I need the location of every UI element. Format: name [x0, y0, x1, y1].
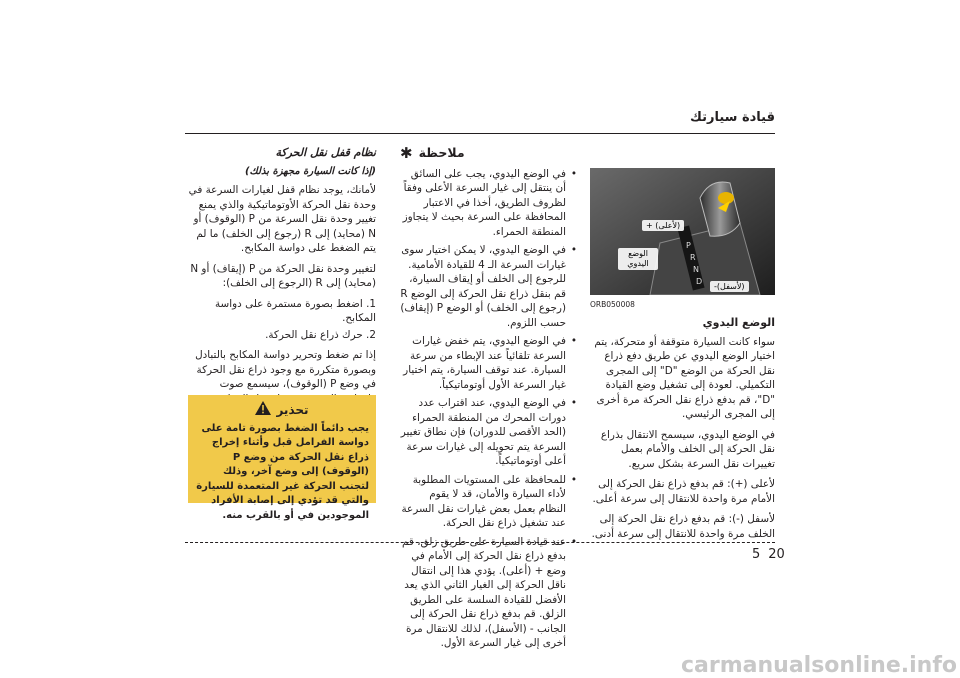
watermark: carmanualsonline.info [681, 653, 957, 678]
chapter-number: 5 [752, 547, 761, 562]
manual-mode-heading: الوضع اليدوي [702, 316, 775, 329]
shift-lock-step: 2. حرك ذراع نقل الحركة. [265, 328, 376, 341]
label-down: -(لأسفل) [710, 281, 749, 292]
footer-rule [185, 542, 775, 543]
shift-lever-illustration [590, 168, 775, 295]
star-icon: ✱ [400, 144, 413, 162]
gear-letter-p: P [686, 241, 691, 250]
manual-mode-paragraph: لأعلى (+): قم بدفع ذراع نقل الحركة إلى الأمام مرة واحدة للانتقال إلى سرعة أعلى. [592, 478, 775, 505]
note-item: • عند قيادة السيارة على طريق زلق، قم بدفع ذراع نقل الحركة إلى الأمام في وضع + (أعلى). يؤدي هذا إلى انتقال ناقل الحركة إلى الغيار الثاني الذي يعد الأفضل للقيادة السلسة على الطريق الزلق. قم بدفع ذراع نقل الحركة إلى الجانب - (الأسفل)، لذلك للانتقال مرة أخرى إلى غيار السرعة الأول. [400, 535, 566, 651]
header-rule [185, 133, 775, 134]
note-item: • في الوضع اليدوي، لا يمكن اختيار سوى غيارات السرعة الـ 4 للقيادة الأمامية. للرجوع إلى الخلف أو إيقاف السيارة، قم بنقل ذراع نقل الحركة إلى الوضع R (رجوع إلى الخلف) أو الوضع P (إيقاف) حسب اللزوم. [400, 243, 566, 330]
gear-letter-d: D [696, 277, 703, 286]
shift-lock-paragraph: لأمانك، يوجد نظام قفل لغيارات السرعة في وحدة نقل الحركة الأوتوماتيكية والذي يمنع تغيير وحدة نقل السرعة من P (الوقوف) أو N (محايد) إلى R (رجوع إلى الخلف) ما لم يتم الضغط على دواسة المكابح. [188, 184, 376, 254]
warning-text: يجب دائماً الضغط بصورة تامة على دواسة الفرامل قبل وأثناء إخراج ذراع نقل الحركة من وضع P (الوقوف) إلى وضع آخر، وذلك لتجنب الحركة غير المتعمدة للسيارة والتي قد تؤدي إلى إصابة الأفراد الموجودين في أو بالقرب منه. [196, 422, 369, 521]
page-number [752, 547, 785, 562]
note-item: • في الوضع اليدوي، يجب على السائق أن ينتقل إلى غيار السرعة الأعلى وفقاً لظروف الطريق، أخذا في الاعتبار المحافظة على السرعة بحيث لا يتجاوز المنطقة الحمراء. [400, 167, 566, 240]
warning-title: تحذير [276, 402, 309, 417]
note-heading [400, 146, 578, 161]
manual-mode-section [590, 316, 775, 547]
warning-box [188, 395, 376, 521]
label-manual-mode: الوضع اليدوي [618, 248, 658, 270]
note-item: • في الوضع اليدوي، عند اقتراب عدد دورات المحرك من المنطقة الحمراء (الحد الأقصى للدوران) فإن نطاق تغيير السرعة يتم تحويله إلى غيارات سرعة أعلى أوتوماتيكياً. [400, 396, 566, 469]
note-item: • في الوضع اليدوي، يتم خفض غيارات السرعة تلقائياً عند الإبطاء من سرعة السيارة. عند توقف السيارة، يتم اختيار غيار السرعة الأول أوتوماتيكياً. [400, 334, 566, 392]
note-section [400, 146, 578, 655]
header-title: قيادة سيارتك [689, 110, 775, 125]
warning-heading [195, 401, 369, 419]
gear-letter-r: R [690, 253, 696, 262]
manual-mode-paragraph: في الوضع اليدوي، سيسمح الانتقال بذراع نقل الحركة إلى الخلف والأمام بعمل تغييرات نقل السرعة بشكل سريع. [600, 428, 775, 470]
note-list [400, 167, 578, 651]
gear-letter-n: N [693, 265, 699, 274]
image-code: ORB050008 [590, 300, 635, 309]
warning-triangle-icon [255, 401, 271, 419]
note-title: ملاحظة [418, 145, 465, 160]
shift-lock-subheading: (إذا كانت السيارة مجهزة بذلك) [244, 165, 376, 177]
shift-lever-photo [590, 168, 775, 295]
note-item: • للمحافظة على المستويات المطلوبة لأداء السيارة والأمان، قد لا يقوم النظام بعمل بعض غيارات نقل السرعة عند تشغيل ذراع نقل الحركة. [400, 473, 566, 531]
shift-lock-heading: نظام قفل نقل الحركة [275, 146, 376, 159]
manual-mode-paragraph: سواء كانت السيارة متوقفة أو متحركة، يتم اختيار الوضع اليدوي عن طريق دفع ذراع نقل الحركة من الوضع "D" إلى المجرى التكميلي. لعودة إلى تشغيل وضع القيادة "D"، قم بدفع ذراع نقل الحركة مرة أخرى إلى المجرى الرئيسي. [594, 335, 775, 420]
page-number-value: 20 [768, 547, 785, 562]
shift-lock-step: 1. اضغط بصورة مستمرة على دواسة المكابح. [214, 297, 376, 324]
shift-lock-section [188, 146, 376, 427]
manual-mode-paragraph: لأسفل (-): قم بدفع ذراع نقل الحركة إلى الخلف مرة واحدة للانتقال إلى سرعة أدنى. [591, 513, 775, 540]
label-up: + (لأعلى) [642, 220, 684, 231]
shift-lock-paragraph: لتغيير وحدة نقل الحركة من P (إيقاف) أو N (محايد) إلى R (الرجوع إلى الخلف): [190, 262, 376, 289]
shift-lock-paragraph: إذا تم ضغط وتحرير دواسة المكابح بالتبادل وبصورة متكررة مع وجود ذراع نقل الحركة في وضع P (الوقوف)، سيسمع صوت [195, 349, 376, 390]
